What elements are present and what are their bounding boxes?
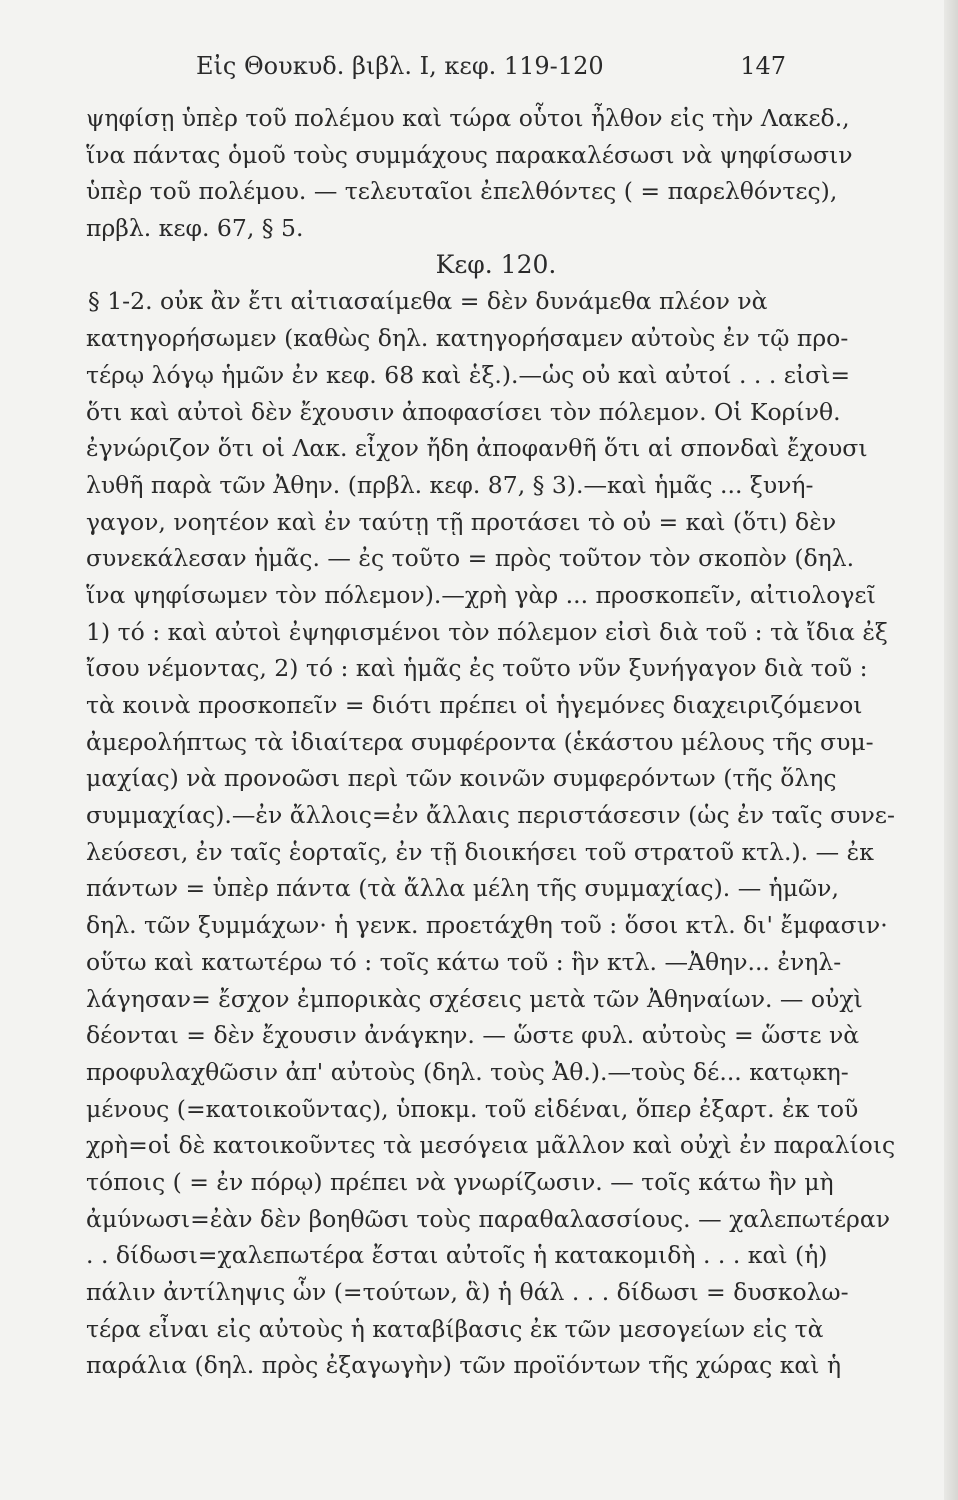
text-line: πρβλ. κεφ. 67, § 5. bbox=[86, 214, 304, 243]
text-line: ἀμύνωσι=ἐὰν δὲν βοηθῶσι τοὺς παραθαλασσίους. — χαλεπωτέραν bbox=[86, 1204, 891, 1233]
text-line: λυθῆ παρὰ τῶν Ἀθην. (πρβλ. κεφ. 87, § 3).—καὶ ἡμᾶς ... ξυνή- bbox=[86, 470, 814, 499]
text-line: λεύσεσι, ἐν ταῖς ἑορταῖς, ἐν τῇ διοικήσει τοῦ στρατοῦ κτλ.). — ἐκ bbox=[86, 837, 874, 866]
text-line: ἵνα ψηφίσωμεν τὸν πόλεμον).—χρὴ γὰρ ... προσκοπεῖν, αἰτιολογεῖ bbox=[86, 580, 876, 609]
text-line: δηλ. τῶν ξυμμάχων· ἡ γενκ. προετάχθη τοῦ : ὅσοι κτλ. δι' ἔμφασιν· bbox=[86, 911, 888, 940]
text-line: τέρα εἶναι εἰς αὐτοὺς ἡ καταβίβασις ἐκ τῶν μεσογείων εἰς τὰ bbox=[86, 1314, 824, 1343]
text-line: ἀμερολήπτως τὰ ἰδιαίτερα συμφέροντα (ἑκάστου μέλους τῆς συμ- bbox=[86, 727, 874, 756]
text-line: συνεκάλεσαν ἡμᾶς. — ἐς τοῦτο = πρὸς τοῦτον τὸν σκοπὸν (δηλ. bbox=[86, 544, 855, 573]
text-line: κατηγορήσωμεν (καθὼς δηλ. κατηγορήσαμεν αὐτοὺς ἐν τῷ προ- bbox=[86, 324, 849, 353]
page-number: 147 bbox=[740, 52, 786, 80]
text-line: δέονται = δὲν ἔχουσιν ἀνάγκην. — ὥστε φυλ. αὐτοὺς = ὥστε νὰ bbox=[86, 1021, 860, 1050]
body-text bbox=[86, 100, 896, 1384]
text-line: ἴσου νέμοντας, 2) τό : καὶ ἡμᾶς ἐς τοῦτο νῦν ξυνήγαγον διὰ τοῦ : bbox=[86, 654, 868, 683]
text-line: πάντων = ὑπὲρ πάντα (τὰ ἄλλα μέλη τῆς συμμαχίας). — ἡμῶν, bbox=[86, 874, 839, 903]
text-line: ἐγνώριζον ὅτι οἱ Λακ. εἶχον ἤδη ἀποφανθῆ ὅτι αἱ σπονδαὶ ἔχουσι bbox=[86, 434, 868, 463]
page-edge-shadow bbox=[944, 0, 958, 1500]
text-line: πάλιν ἀντίληψις ὧν (=τούτων, ἃ) ἡ θάλ . . . δίδωσι = δυσκολω- bbox=[86, 1278, 849, 1306]
text-line: λάγησαν= ἔσχον ἐμπορικὰς σχέσεις μετὰ τῶν Ἀθηναίων. — οὐχὶ bbox=[86, 984, 863, 1013]
text-line: ἵνα πάντας ὁμοῦ τοὺς συμμάχους παρακαλέσωσι νὰ ψηφίσωσιν bbox=[86, 140, 853, 169]
text-line: τόποις ( = ἐν πόρῳ) πρέπει νὰ γνωρίζωσιν. — τοῖς κάτω ἢν μὴ bbox=[86, 1167, 834, 1196]
text-line: ὅτι καὶ αὐτοὶ δὲν ἔχουσιν ἀποφασίσει τὸν πόλεμον. Οἱ Κορίνθ. bbox=[86, 397, 841, 426]
running-head: Εἰς Θουκυδ. βιβλ. Ι, κεφ. 119-120 bbox=[196, 52, 604, 80]
text-line: μένους (=κατοικοῦντας), ὑποκμ. τοῦ εἰδέναι, ὅπερ ἐξαρτ. ἐκ τοῦ bbox=[86, 1094, 859, 1123]
text-line: συμμαχίας).—ἐν ἄλλοις=ἐν ἄλλαις περιστάσεσιν (ὡς ἐν ταῖς συνε- bbox=[86, 801, 895, 830]
text-line: τέρῳ λόγῳ ἡμῶν ἐν κεφ. 68 καὶ ἑξ.).—ὡς οὐ καὶ αὐτοί . . . εἰσὶ= bbox=[86, 360, 851, 389]
page-header bbox=[86, 52, 786, 82]
text-line: μαχίας) νὰ προνοῶσι περὶ τῶν κοινῶν συμφερόντων (τῆς ὅλης bbox=[86, 764, 837, 793]
text-line: τὰ κοινὰ προσκοπεῖν = διότι πρέπει οἱ ἡγεμόνες διαχειριζόμενοι bbox=[86, 691, 863, 719]
text-line: . . δίδωσι=χαλεπωτέρα ἔσται αὐτοῖς ἡ κατακομιδὴ . . . καὶ (ἡ) bbox=[86, 1241, 828, 1270]
text-line: χρὴ=οἱ δὲ κατοικοῦντες τὰ μεσόγεια μᾶλλον καὶ οὐχὶ ἐν παραλίοις bbox=[86, 1131, 896, 1160]
text-line: παράλια (δηλ. πρὸς ἐξαγωγὴν) τῶν προϊόντων τῆς χώρας καὶ ἡ bbox=[86, 1351, 842, 1380]
text-line: ψηφίσῃ ὑπὲρ τοῦ πολέμου καὶ τώρα οὗτοι ἦλθον εἰς τὴν Λακεδ., bbox=[86, 104, 850, 132]
text-line: προφυλαχθῶσιν ἀπ' αὐτοὺς (δηλ. τοὺς Ἀθ.).—τοὺς δέ... κατῳκη- bbox=[86, 1057, 849, 1086]
text-line: 1) τό : καὶ αὐτοὶ ἐψηφισμένοι τὸν πόλεμον εἰσὶ διὰ τοῦ : τὰ ἴδια ἐξ bbox=[86, 617, 888, 646]
chapter-heading: Κεφ. 120. bbox=[435, 249, 557, 279]
text-line: § 1-2. οὐκ ἂν ἔτι αἰτιασαίμεθα = δὲν δυνάμεθα πλέον νὰ bbox=[88, 287, 768, 316]
text-line: οὕτω καὶ κατωτέρω τό : τοῖς κάτω τοῦ : ἣν κτλ. —Ἀθην... ἐνηλ- bbox=[86, 947, 842, 976]
text-line: γαγον, νοητέον καὶ ἐν ταύτῃ τῇ προτάσει τὸ οὐ = καὶ (ὅτι) δὲν bbox=[86, 507, 837, 536]
text-line: ὑπὲρ τοῦ πολέμου. — τελευταῖοι ἐπελθόντες ( = παρελθόντες), bbox=[86, 177, 838, 206]
